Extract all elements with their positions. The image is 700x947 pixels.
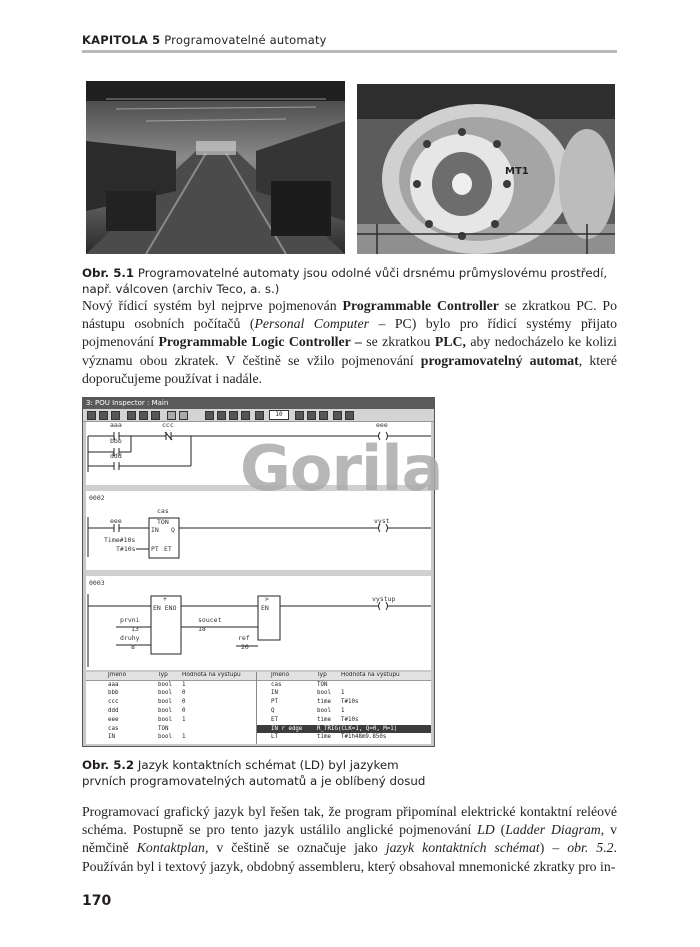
table-cell: 1 — [182, 716, 186, 723]
table-cell: 0 — [182, 707, 186, 714]
table-cell: ET — [271, 716, 278, 723]
timer-pin-pt: PT — [151, 545, 159, 553]
col-header: Typ — [317, 672, 327, 678]
text-run: Nový řídicí systém byl nejprve pojmenován — [82, 298, 343, 313]
toolbar-icon[interactable] — [217, 411, 226, 420]
table-cell: aaa — [108, 681, 119, 688]
contact-label: bbb — [110, 437, 122, 445]
toolbar-icon[interactable] — [87, 411, 96, 420]
text-run: Personal Computer — [254, 316, 369, 332]
zoom-select[interactable]: 10 — [269, 410, 289, 420]
figure-caption-5-1 — [82, 265, 622, 297]
table-cell: time — [317, 699, 331, 706]
variable-label: ref — [238, 634, 250, 642]
table-cell: IN — [271, 690, 278, 697]
timer-preset-value: T#10s — [116, 545, 136, 553]
toolbar-icon[interactable] — [229, 411, 238, 420]
text-run: Kontaktplan — [136, 840, 205, 856]
timer-preset-label: Time#10s — [104, 536, 136, 544]
timer-instance-label: cas — [157, 507, 169, 515]
caption-line: např. válcoven (archiv Teco, a. s.) — [82, 282, 280, 296]
variable-value: 18 — [198, 625, 206, 633]
watch-table-right — [257, 672, 431, 744]
figure-label: Obr. 5.1 — [82, 266, 135, 280]
chapter-title: Programovatelné automaty — [164, 33, 327, 47]
table-cell: TON — [317, 681, 328, 688]
table-cell: bool — [158, 734, 172, 741]
contact-label: aaa — [110, 422, 122, 429]
page-number: 170 — [82, 893, 112, 909]
table-cell: R_TRIG(CLK=1, Q=0, M=1) — [317, 725, 398, 732]
table-cell: eee — [108, 716, 119, 723]
text-run: , které doporučujeme používat i nadále. — [82, 352, 617, 386]
toolbar — [83, 409, 434, 422]
table-cell: T#10s — [341, 699, 359, 706]
table-cell: 1 — [341, 707, 345, 714]
motor-marking: MT1 — [505, 166, 529, 177]
text-run: Programmable Controller — [342, 298, 499, 313]
col-header: Typ — [158, 672, 168, 678]
col-header: Jméno — [271, 672, 290, 678]
toolbar-icon[interactable] — [111, 411, 120, 420]
table-cell: bool — [158, 681, 172, 688]
col-header: Jméno — [108, 672, 127, 678]
variable-value: 20 — [241, 643, 249, 651]
variable-label: soucet — [198, 616, 222, 624]
text-run: , v němčině — [82, 822, 618, 856]
table-cell: 0 — [182, 690, 186, 697]
table-cell: 1 — [182, 681, 186, 688]
text-run: – PC) bylo pro řídicí systémy přijato pojmenování — [82, 316, 617, 350]
timer-block-label: TON — [157, 518, 169, 526]
coil-label: vyst — [374, 517, 390, 525]
compare-block-pin: EN — [261, 604, 269, 612]
toolbar-icon[interactable] — [333, 411, 342, 420]
running-header — [82, 33, 327, 47]
window-title: 3: POU Inspector : Main — [83, 398, 434, 409]
table-cell: bool — [158, 690, 172, 697]
timer-pin-in: IN — [151, 526, 159, 534]
variable-value: 13 — [131, 625, 139, 633]
toolbar-icon[interactable] — [179, 411, 188, 420]
photo-rolling-mill — [86, 81, 345, 254]
text-run: se zkratkou — [361, 334, 435, 350]
toolbar-icon[interactable] — [295, 411, 304, 420]
text-run: Ladder Diagram — [505, 822, 601, 838]
table-cell: bool — [158, 716, 172, 723]
toolbar-icon[interactable] — [205, 411, 214, 420]
text-run: ( — [494, 822, 506, 838]
timer-pin-et: ET — [164, 545, 172, 553]
compare-block-op: > — [265, 595, 269, 603]
body-paragraph-2 — [82, 803, 617, 876]
table-cell: TON — [158, 725, 169, 732]
text-run: Programmable Logic Controller – — [158, 334, 362, 350]
watch-table-left — [86, 672, 257, 744]
caption-line: Jazyk kontaktních schémat (LD) byl jazykem — [137, 758, 399, 772]
col-header: Hodnota na výstupu — [182, 672, 241, 678]
toolbar-icon[interactable] — [307, 411, 316, 420]
text-run: , v češtině se označuje jako — [204, 840, 386, 856]
table-cell: Q — [271, 707, 275, 714]
table-cell: time — [317, 716, 331, 723]
photo-motor — [357, 84, 615, 254]
contact-label: ddd — [110, 452, 122, 460]
toolbar-icon[interactable] — [139, 411, 148, 420]
coil-label: eee — [376, 422, 388, 429]
table-cell: IN r edge — [271, 725, 303, 732]
table-cell: bool — [158, 699, 172, 706]
network-number: 0003 — [89, 579, 105, 587]
toolbar-icon[interactable] — [345, 411, 354, 420]
table-cell: T#1h48m9.850s — [341, 734, 387, 741]
add-block-pins: EN ENO — [153, 604, 177, 612]
table-cell: 1 — [182, 734, 186, 741]
table-cell: PT — [271, 699, 278, 706]
figure-label: Obr. 5.2 — [82, 758, 135, 772]
text-run: jazyk kontaktních schémat — [385, 840, 540, 856]
contact-label: eee — [110, 517, 122, 525]
text-run: . Používán byl i textový jazyk, obdobný assembleru, který obsahoval mnemonické zkratky pro in- — [82, 840, 617, 874]
timer-pin-q: Q — [171, 526, 175, 534]
variable-label: prvni — [120, 616, 140, 624]
toolbar-icon[interactable] — [167, 411, 176, 420]
table-cell: ddd — [108, 707, 119, 714]
table-cell: bbb — [108, 690, 119, 697]
toolbar-icon[interactable] — [127, 411, 136, 420]
watermark: Gorila — [240, 432, 443, 505]
table-cell: bool — [317, 690, 331, 697]
toolbar-icon[interactable] — [99, 411, 108, 420]
variable-label: druhy — [120, 634, 140, 642]
table-cell: bool — [317, 707, 331, 714]
coil-label: vystup — [372, 595, 396, 603]
text-run: programovatelný automat — [420, 352, 579, 368]
table-cell: time — [317, 734, 331, 741]
add-block-op: + — [163, 595, 167, 603]
text-run: PLC, — [434, 334, 466, 350]
table-cell: ccc — [108, 699, 119, 706]
chapter-label: KAPITOLA 5 — [82, 33, 161, 47]
table-cell: IN — [108, 734, 115, 741]
table-cell: LT — [271, 734, 278, 741]
watch-panel — [86, 672, 431, 744]
caption-line: prvních programovatelných automatů a je oblíbený dosud — [82, 774, 426, 788]
text-run: ) – — [539, 840, 568, 856]
table-cell: cas — [271, 681, 282, 688]
body-paragraph-1 — [82, 297, 617, 388]
variable-value: 8 — [131, 643, 135, 651]
table-cell: T#10s — [341, 716, 359, 723]
network-number: 0002 — [89, 494, 105, 502]
text-run: aby nedocházelo ke kolizi významu obou zkratek. V češtině se vžilo pojmenování — [82, 334, 617, 368]
header-rule — [82, 50, 617, 53]
table-cell: cas — [108, 725, 119, 732]
toolbar-icon[interactable] — [241, 411, 250, 420]
table-cell: 0 — [182, 699, 186, 706]
table-cell: bool — [158, 707, 172, 714]
toolbar-icon[interactable] — [151, 411, 160, 420]
table-cell: 1 — [341, 690, 345, 697]
figure-caption-5-2 — [82, 757, 622, 789]
caption-line: Programovatelné automaty jsou odolné vůči drsnému průmyslovému prostředí, — [137, 266, 608, 280]
text-run: obr. 5.2 — [567, 840, 614, 856]
text-run: se zkratkou PC. Po nástupu osobních počítačů ( — [82, 298, 617, 332]
toolbar-icon[interactable] — [319, 411, 328, 420]
text-run: Programovací grafický jazyk byl řešen tak, že program připomínal elektrické kontaktní reléové schéma. Postupně se pro tento jazyk ustálilo anglické pojmenování — [82, 804, 617, 838]
text-run: LD — [477, 822, 495, 838]
col-header: Hodnota na výstupu — [341, 672, 400, 678]
toolbar-icon[interactable] — [255, 411, 264, 420]
contact-label: ccc — [162, 422, 174, 429]
